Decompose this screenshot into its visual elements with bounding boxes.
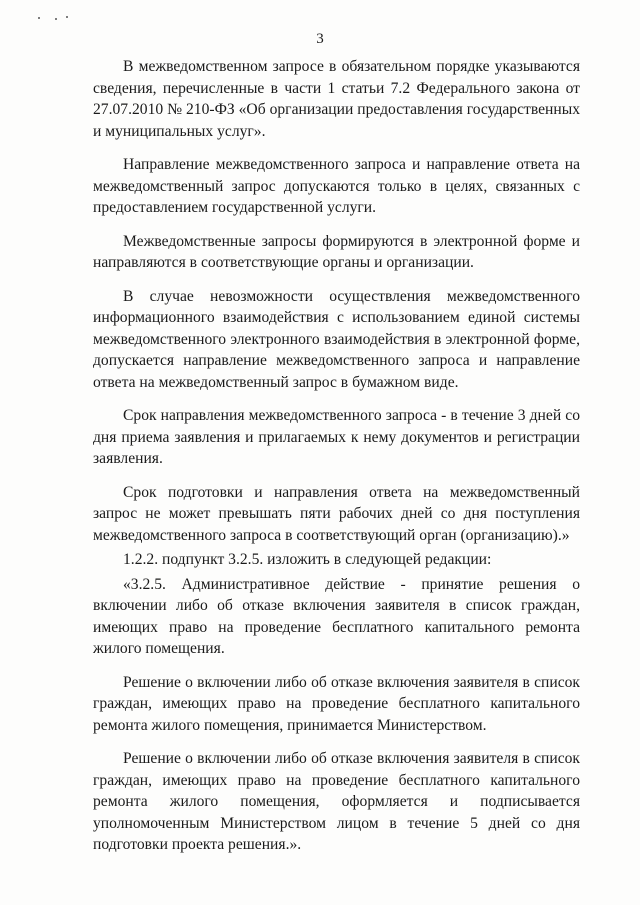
paragraph: В случае невозможности осуществления межведомственного информационного взаимодействия с использованием единой системы межведомственного электронного взаимодействия в электронной форме, допускается направление межведомственного запроса и направление ответа на межведомственный запрос в бумажном виде.	[93, 287, 580, 391]
document-body	[93, 56, 580, 868]
paragraph: В межведомственном запросе в обязательном порядке указываются сведения, перечисленные в части 1 статьи 7.2 Федерального закона от 27.07.2010 № 210-ФЗ «Об организации предоставления государственных и муниципальных услуг».	[93, 58, 580, 140]
scan-speck	[38, 17, 40, 19]
paragraph: Решение о включении либо об отказе включения заявителя в список граждан, имеющих право на проведение бесплатного капитального ремонта жилого помещения, оформляется и подписывается уполномоченным Министерством лицом в течение 5 дней со дня подготовки проекта решения.».	[93, 750, 580, 853]
page-number: 3	[316, 31, 324, 47]
paragraph: Направление межведомственного запроса и направление ответа на межведомственный запрос допускаются только в целях, связанных с предоставлением государственной услуги.	[93, 156, 580, 216]
scan-speck	[55, 18, 57, 20]
paragraph: Межведомственные запросы формируются в электронной форме и направляются в соответствующие органы и организации.	[93, 232, 580, 271]
paragraph: Срок направления межведомственного запроса - в течение 3 дней со дня приема заявления и прилагаемых к нему документов и регистрации заявления.	[93, 407, 580, 467]
paragraph: «3.2.5. Административное действие - принятие решения о включении либо об отказе включения заявителя в список граждан, имеющих право на проведение бесплатного капитального ремонта жилого помещения.	[93, 575, 580, 657]
paragraph: 1.2.2. подпункт 3.2.5. изложить в следующей редакции:	[123, 551, 492, 568]
paragraph: Решение о включении либо об отказе включения заявителя в список граждан, имеющих право на проведение бесплатного капитального ремонта жилого помещения, принимается Министерством.	[93, 673, 580, 734]
paragraph: Срок подготовки и направления ответа на межведомственный запрос не может превышать пяти рабочих дней со дня поступления межведомственного запроса в соответствующий орган (организацию).»	[93, 483, 580, 544]
scan-speck	[66, 16, 68, 18]
